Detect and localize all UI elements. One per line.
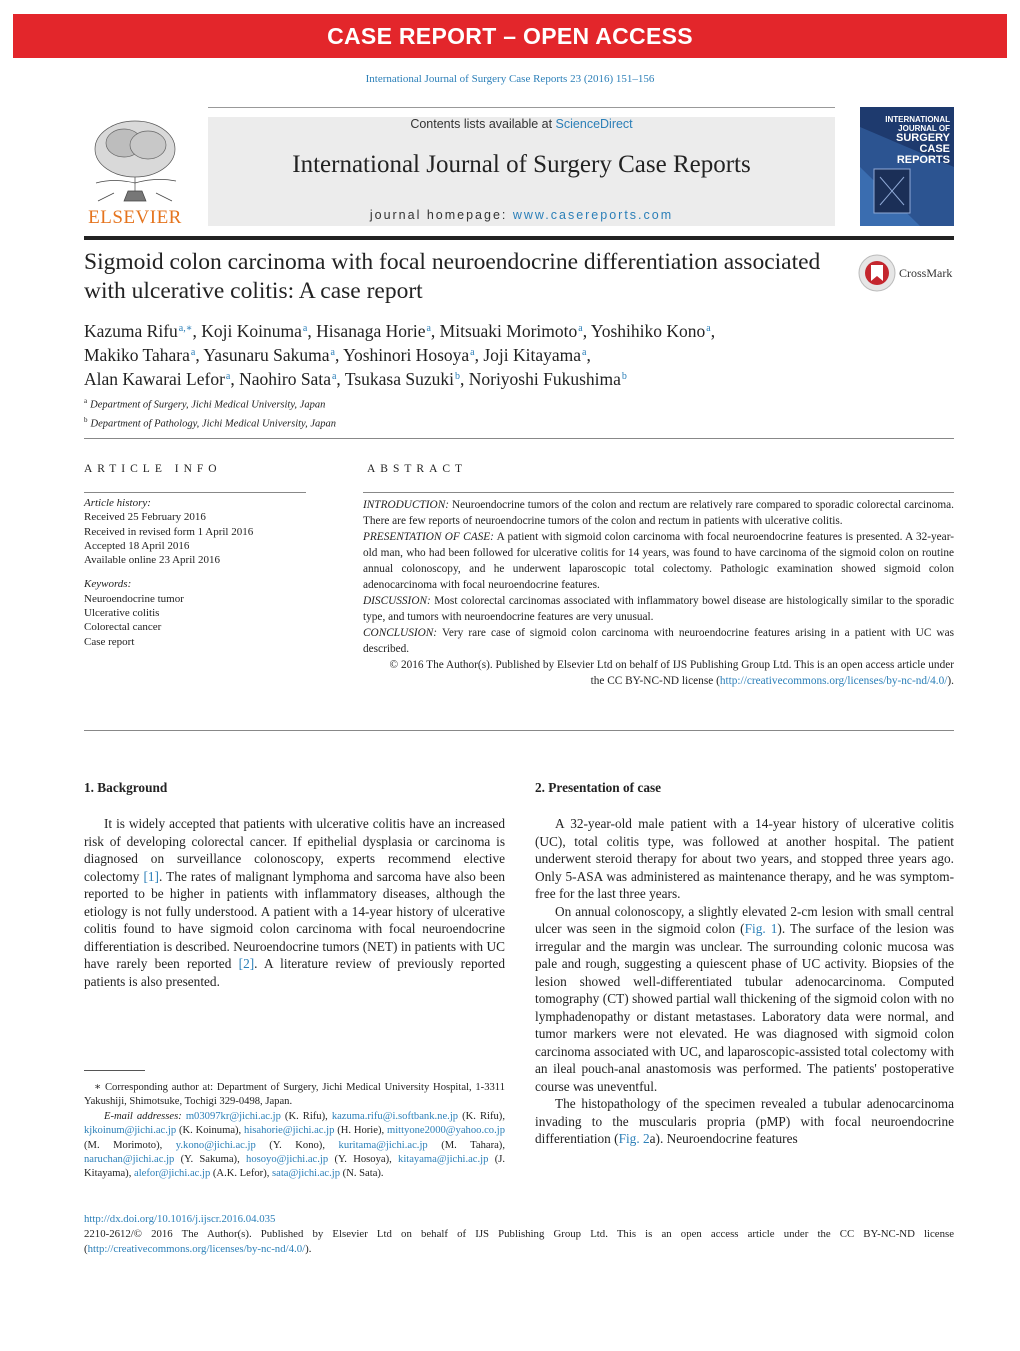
- author-affiliation[interactable]: a: [331, 371, 337, 382]
- author-affiliation[interactable]: a: [470, 347, 475, 358]
- author-name[interactable]: Hisanaga Horie: [316, 321, 426, 341]
- reference-link[interactable]: [2]: [238, 956, 255, 971]
- history-label-text: Article history:: [84, 497, 151, 509]
- author-name[interactable]: Mitsuaki Morimoto: [439, 321, 578, 341]
- presentation-paragraph: [535, 1095, 954, 1148]
- abstract-paragraph: [363, 625, 954, 657]
- author-name[interactable]: Naohiro Sata: [239, 369, 331, 389]
- email-owner: (M. Morimoto),: [84, 1139, 176, 1151]
- background-body: [84, 815, 505, 990]
- email-owner: (A.K. Lefor),: [210, 1168, 273, 1180]
- keyword-item: Neuroendocrine tumor: [84, 592, 184, 605]
- history-item: Available online 23 April 2016: [84, 554, 221, 567]
- license-link[interactable]: http://creativecommons.org/licenses/by-nc-nd/4.0/: [87, 1243, 306, 1255]
- body-text: a). Neuroendocrine features: [649, 1131, 798, 1146]
- author-affiliation[interactable]: a,∗: [178, 323, 193, 334]
- abstract-label: PRESENTATION OF CASE:: [363, 531, 494, 543]
- corresponding-footnote: [84, 1081, 505, 1182]
- abstract-paragraph: [363, 593, 954, 625]
- affiliation-item: [84, 394, 336, 413]
- affiliations: [84, 394, 336, 431]
- cover-line: CASE: [919, 143, 950, 155]
- abstract-text: Neuroendocrine tumors of the colon and rectum are relatively rare compared to sporadic colorectal carcinoma. There are few reports of neuroendocrine tumors of the colon and rectum in patients with ulcerative colitis.: [363, 499, 954, 527]
- email-link[interactable]: naruchan@jichi.ac.jp: [84, 1154, 175, 1166]
- history-item: Received in revised form 1 April 2016: [84, 525, 254, 538]
- figure-link[interactable]: Fig. 1: [744, 921, 778, 936]
- homepage-link[interactable]: www.casereports.com: [512, 208, 674, 222]
- email-link[interactable]: hisahorie@jichi.ac.jp: [244, 1125, 335, 1137]
- abstract-body: [363, 497, 954, 689]
- copyright-end: ).: [947, 675, 954, 687]
- author-name[interactable]: Yoshinori Hosoya: [343, 345, 470, 365]
- email-link[interactable]: kjkoinum@jichi.ac.jp: [84, 1125, 177, 1137]
- presentation-body: [535, 815, 954, 1148]
- keyword-item: Ulcerative colitis: [84, 607, 160, 620]
- elsevier-wordmark: ELSEVIER: [88, 207, 182, 228]
- abstract-label: CONCLUSION:: [363, 627, 438, 639]
- body-text: It is widely accepted that patients with ulcerative colitis have an increased risk of developing colorectal cancer. If epithelial dysplasia or carcinoma is diagnosed on surveillance colonoscopy, experts recommend elective colectomy: [84, 816, 505, 884]
- crossmark-label[interactable]: CrossMark: [899, 266, 953, 280]
- email-link[interactable]: sata@jichi.ac.jp: [272, 1168, 341, 1180]
- article-title: Sigmoid colon carcinoma with focal neuroendocrine differentiation associated with ulcerative colitis: A case report: [84, 249, 821, 304]
- email-link[interactable]: m03097kr@jichi.ac.jp: [185, 1110, 281, 1122]
- author-affiliation[interactable]: a: [330, 347, 335, 358]
- abstract-bottom-rule: [84, 730, 954, 731]
- author-name[interactable]: Joji Kitayama: [483, 345, 582, 365]
- email-owner: (Y. Sakuma),: [174, 1154, 247, 1166]
- journal-title: International Journal of Surgery Case Reports: [292, 151, 751, 178]
- presentation-paragraph: [535, 903, 954, 1096]
- background-paragraph: [84, 815, 505, 990]
- reference-link[interactable]: [1]: [143, 868, 159, 884]
- author-list: Kazuma Rifu$^{a,∗}$, Koji Koinuma$^a$, Hisanaga Horie$^a$, Mitsuaki Morimoto$^a$, Yoshihiko Kono$^a$, Makiko Tahara$^a$, Yasunaru Sakuma$^a$, Yoshinori Hosoya$^a$, Joji Kitayama$^a$, Alan Kawarai Lefor$^a$, Naohiro Sata$^a$, Tsukasa Suzuki$^b$, Noriyoshi Fukushima$^b$: [84, 321, 716, 389]
- keywords-label: [84, 577, 309, 591]
- keywords-label-text: Keywords:: [84, 578, 132, 591]
- doi-link[interactable]: http://dx.doi.org/10.1016/j.ijscr.2016.04.035: [84, 1213, 276, 1225]
- abstract-copyright: [363, 657, 954, 689]
- author-name[interactable]: Makiko Tahara: [84, 345, 190, 365]
- author-affiliation[interactable]: a: [706, 323, 711, 334]
- copyright-text: © 2016 The Author(s). Published by Elsevier Ltd on behalf of IJS Publishing Group Ltd. This is an open access article under the CC BY-NC-ND license (: [389, 659, 954, 687]
- author-name[interactable]: Yoshihiko Kono: [590, 321, 706, 341]
- body-text: . The rates of malignant lymphoma and sarcoma have also been reported to be higher in patients with inflammatory diseases, although the etiology is not fully understood. A patient with a 14-year history of ulcerative colitis found to have sigmoid colon carcinoma with focal neuroendocrine differentiation is described. Neuroendocrine tumors (NET) in patients with UC have rarely been reported: [84, 868, 505, 971]
- article-info-heading: ARTICLE INFO: [84, 463, 222, 475]
- body-text: On annual colonoscopy, a slightly elevated 2-cm lesion with small central ulcer was seen in the sigmoid colon (: [535, 903, 954, 936]
- email-owner: (K. Rifu),: [280, 1110, 332, 1122]
- background-heading: 1. Background: [84, 780, 168, 795]
- email-list: [84, 1110, 505, 1182]
- author-affiliation[interactable]: a: [302, 323, 308, 334]
- author-name[interactable]: Kazuma Rifu: [84, 321, 178, 341]
- cover-line: INTERNATIONAL: [885, 115, 950, 124]
- section-divider: [84, 438, 954, 439]
- abstract-text: A patient with sigmoid colon carcinoma with focal neuroendocrine features is presented. A 32-year-old man, who had been followed for ulcerative colitis for 14 years, was found to have carcinoma of the sigmoid colon on routine annual colonoscopy, and he underwent laparoscopic total colectomy. Pathologic examination showed sigmoid colon adenocarcinoma with focal neuroendocrine features.: [363, 531, 954, 591]
- email-owner: (J. Kitayama),: [84, 1154, 505, 1180]
- author-name[interactable]: Noriyoshi Fukushima: [468, 369, 621, 389]
- open-access-banner: CASE REPORT – OPEN ACCESS: [13, 14, 1007, 58]
- author-affiliation[interactable]: a: [190, 347, 196, 358]
- email-owner: (K. Koinuma),: [176, 1125, 245, 1137]
- abstract-text: Very rare case of sigmoid colon carcinoma with neuroendocrine features arising in a patient with UC was described.: [363, 627, 954, 655]
- author-name[interactable]: Alan Kawarai Lefor: [84, 369, 225, 389]
- figure-link[interactable]: Fig. 2: [618, 1131, 650, 1146]
- author-affiliation[interactable]: a: [582, 347, 587, 358]
- info-rule: [84, 492, 306, 493]
- presentation-heading: 2. Presentation of case: [535, 780, 662, 795]
- corresponding-author: ∗ Corresponding author at: Department of Surgery, Jichi Medical University Hospital, 1-3311 Yakushiji, Shimotsuke, Tochigi 329-0498, Japan.: [84, 1082, 505, 1108]
- email-owner: (K. Rifu),: [458, 1110, 505, 1122]
- header-top-rule: [208, 107, 835, 108]
- sciencedirect-link[interactable]: ScienceDirect: [555, 117, 633, 131]
- journal-cover-thumbnail[interactable]: [860, 107, 954, 226]
- email-owner: (N. Sata).: [340, 1168, 384, 1180]
- email-owner: (M. Tahara),: [427, 1139, 505, 1151]
- spacer: [84, 567, 309, 577]
- abstract-heading: ABSTRACT: [367, 463, 468, 475]
- license-text: 2210-2612/© 2016 The Author(s). Published by Elsevier Ltd on behalf of IJS Publishing Group Ltd. This is an open access article under the CC BY-NC-ND license (: [84, 1228, 954, 1255]
- keyword-item: Case report: [84, 635, 135, 648]
- history-item: Received 25 February 2016: [84, 511, 206, 524]
- cover-line: REPORTS: [896, 154, 950, 166]
- author-name[interactable]: Koji Koinuma: [201, 321, 302, 341]
- header-divider: [84, 236, 954, 240]
- license-end: ).: [305, 1243, 312, 1255]
- email-link[interactable]: mittyone2000@yahoo.co.jp: [386, 1125, 505, 1137]
- email-link[interactable]: kitayama@jichi.ac.jp: [398, 1154, 489, 1166]
- abstract-label: INTRODUCTION:: [363, 499, 449, 511]
- abstract-label: DISCUSSION:: [363, 595, 431, 607]
- body-text: . A literature review of previously reported patients is also presented.: [84, 956, 505, 989]
- email-link[interactable]: y.kono@jichi.ac.jp: [175, 1139, 256, 1151]
- license-line: [84, 1227, 954, 1257]
- abstract-paragraph: [363, 497, 954, 529]
- affiliation-key: a: [84, 397, 88, 405]
- history-label: [84, 496, 309, 510]
- email-owner: (H. Horie),: [334, 1125, 387, 1137]
- email-link[interactable]: kuritama@jichi.ac.jp: [338, 1139, 428, 1151]
- history-item: Accepted 18 April 2016: [84, 539, 190, 552]
- contents-line: [208, 117, 835, 131]
- presentation-paragraph: A 32-year-old male patient with a 14-year history of ulcerative colitis (UC), total colitis type, was followed at another hospital. The patient underwent steroid therapy for about two years, and stopped three years ago. Only 5-ASA was administered as maintenance therapy, and he was symptom-free for the last three years.: [535, 816, 954, 901]
- author-name[interactable]: Yasunaru Sakuma: [203, 345, 330, 365]
- homepage-prefix: journal homepage:: [369, 208, 513, 222]
- author-affiliation[interactable]: a: [426, 323, 431, 334]
- cover-line: SURGERY: [896, 132, 950, 144]
- article-info: [84, 496, 309, 649]
- doi-line: [84, 1212, 954, 1227]
- email-label: E-mail addresses:: [104, 1110, 182, 1122]
- email-owner: (Y. Hosoya),: [328, 1154, 399, 1166]
- cover-title: [870, 115, 950, 166]
- keyword-item: Colorectal cancer: [84, 621, 162, 634]
- body-text: The histopathology of the specimen revealed a tubular adenocarcinoma invading to the muscularis propria (pMP) with focal neuroendocrine differentiation (: [535, 1096, 954, 1146]
- affiliation-text: Department of Surgery, Jichi Medical University, Japan: [90, 399, 326, 411]
- author-affiliation[interactable]: b: [621, 371, 627, 382]
- abstract-text: Most colorectal carcinomas associated with inflammatory bowel disease are histologically similar to the sporadic type, and tumors with neuroendocrine features are very unusual.: [363, 595, 954, 623]
- abstract-paragraph: [363, 529, 954, 593]
- affiliation-item: [84, 413, 336, 432]
- cover-line: JOURNAL OF: [898, 124, 950, 133]
- abstract-rule: [363, 492, 954, 493]
- footnote-rule: [84, 1070, 145, 1071]
- author-affiliation[interactable]: b: [454, 371, 460, 382]
- journal-citation[interactable]: International Journal of Surgery Case Reports 23 (2016) 151–156: [365, 73, 655, 85]
- email-link[interactable]: hosoyo@jichi.ac.jp: [246, 1154, 329, 1166]
- journal-homepage: [208, 208, 835, 222]
- author-name[interactable]: Tsukasa Suzuki: [344, 369, 454, 389]
- affiliation-text: Department of Pathology, Jichi Medical University, Japan: [90, 418, 337, 429]
- email-owner: (Y. Kono),: [255, 1139, 339, 1151]
- author-affiliation[interactable]: a: [578, 323, 583, 334]
- doi-footer: [84, 1212, 954, 1257]
- author-affiliation[interactable]: a: [225, 371, 231, 382]
- contents-prefix: Contents lists available at: [410, 117, 556, 131]
- body-text: ). The surface of the lesion was irregular and the margin was unclear. The surrounding colonic mucosa was pale and rough, suggesting a quiescent phase of UC activity. Biopsies of the lesion showed well-differentiated tubular adenocarcinoma. Computed tomography (CT) showed partial wall thickening of the sigmoid colon with no lymphadenopathy or distant metastases. Laboratory data were normal, and tumor markers were not elevated. He was diagnosed with sigmoid colon carcinoma associated with UC, and laparoscopic-assisted total colectomy with an ileal pouch-anal anastomosis was performed. The patients' postoperative course was uneventful.: [535, 921, 954, 1094]
- affiliation-key: b: [84, 415, 88, 424]
- email-link[interactable]: kazuma.rifu@i.softbank.ne.jp: [331, 1110, 459, 1122]
- email-link[interactable]: alefor@jichi.ac.jp: [134, 1168, 211, 1180]
- license-link[interactable]: http://creativecommons.org/licenses/by-nc-nd/4.0/: [719, 675, 948, 687]
